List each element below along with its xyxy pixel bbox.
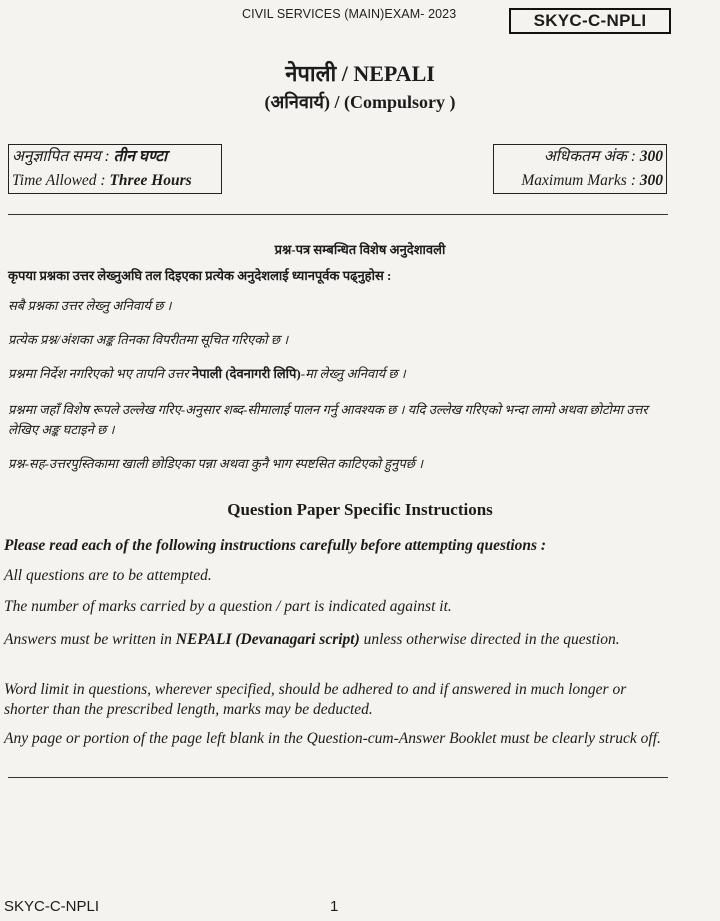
time-np-label: अनुज्ञापित समय :: [12, 148, 110, 165]
marks-np-row: [497, 145, 663, 169]
np-instruction-4: प्रश्नमा जहाँ विशेष रूपले उल्लेख गरिए-अनुसार शब्द-सीमालाई पालन गर्नु आवश्यक छ । यदि उल्लेख गरिएको भन्दा लामो अथवा छोटोमा उत्तर लेखिए अङ्क घटाइने छ ।: [8, 402, 648, 437]
en-instruction-3: [4, 630, 668, 650]
marks-en-value: 300: [639, 172, 663, 189]
page-number: 1: [330, 898, 339, 915]
page-title: नेपाली / NEPALI: [285, 61, 435, 86]
np-instruction-3: [8, 364, 668, 384]
time-np-row: [12, 145, 218, 169]
en-instruction-3-script: NEPALI (Devanagari script): [175, 631, 360, 648]
marks-np-value: 300: [639, 148, 663, 165]
np-instruction-1: सबै प्रश्नका उत्तर लेख्नु अनिवार्य छ ।: [8, 298, 172, 313]
en-instruction-3-part-c: unless otherwise directed in the question.: [359, 631, 620, 648]
en-instructions-heading: Question Paper Specific Instructions: [227, 500, 493, 519]
time-en-value: Three Hours: [109, 172, 192, 189]
np-instruction-5: प्रश्न-सह-उत्तरपुस्तिकामा खाली छोडिएका पन्ना अथवा कुनै भाग स्पष्टसित काटिएको हुनुपर्छ ।: [8, 456, 424, 471]
en-instruction-1: All questions are to be attempted.: [4, 567, 212, 584]
exam-header: CIVIL SERVICES (MAIN)EXAM- 2023: [242, 7, 457, 21]
marks-en-row: [497, 169, 663, 193]
divider-top: [8, 214, 668, 215]
en-instruction-2: The number of marks carried by a question / part is indicated against it.: [4, 598, 452, 615]
en-instructions-intro: Please read each of the following instructions carefully before attempting questions :: [4, 537, 547, 554]
marks-en-label: Maximum Marks :: [521, 172, 636, 189]
en-instruction-5: Any page or portion of the page left blank in the Question-cum-Answer Booklet must be clearly struck off.: [4, 730, 661, 747]
np-instructions-heading: प्रश्न-पत्र सम्बन्धित विशेष अनुदेशावली: [274, 242, 446, 257]
time-en-label: Time Allowed :: [12, 172, 106, 189]
np-instruction-2: प्रत्येक प्रश्न/अंशका अङ्क तिनका विपरीतमा सूचित गरिएको छ ।: [8, 332, 289, 347]
footer-paper-code: SKYC-C-NPLI: [4, 898, 100, 915]
en-instruction-4: Word limit in questions, wherever specified, should be adhered to and if answered in much longer or shorter than the prescribed length, marks may be deducted.: [4, 681, 627, 718]
time-allowed-box: [8, 144, 222, 194]
divider-bottom: [8, 777, 668, 778]
en-instruction-3-part-a: Answers must be written in: [4, 631, 176, 648]
page-subtitle: (अनिवार्य) / (Compulsory ): [264, 92, 456, 112]
np-instruction-3-part-a: प्रश्नमा निर्देश नगरिएको भए तापनि उत्तर: [8, 366, 192, 381]
np-instruction-3-script: नेपाली (देवनागरी लिपि): [191, 366, 301, 381]
paper-code-box: SKYC-C-NPLI: [509, 8, 671, 34]
time-np-value: तीन घण्टा: [113, 148, 168, 165]
marks-np-label: अधिकतम अंक :: [543, 148, 636, 165]
time-en-row: [12, 169, 218, 193]
np-instructions-intro: कृपया प्रश्नका उत्तर लेख्नुअघि तल दिइएका प्रत्येक अनुदेशलाई ध्यानपूर्वक पढ्नुहोस :: [8, 268, 392, 283]
np-instruction-3-part-c: -मा लेख्नु अनिवार्य छ ।: [300, 366, 406, 381]
maximum-marks-box: [493, 144, 667, 194]
